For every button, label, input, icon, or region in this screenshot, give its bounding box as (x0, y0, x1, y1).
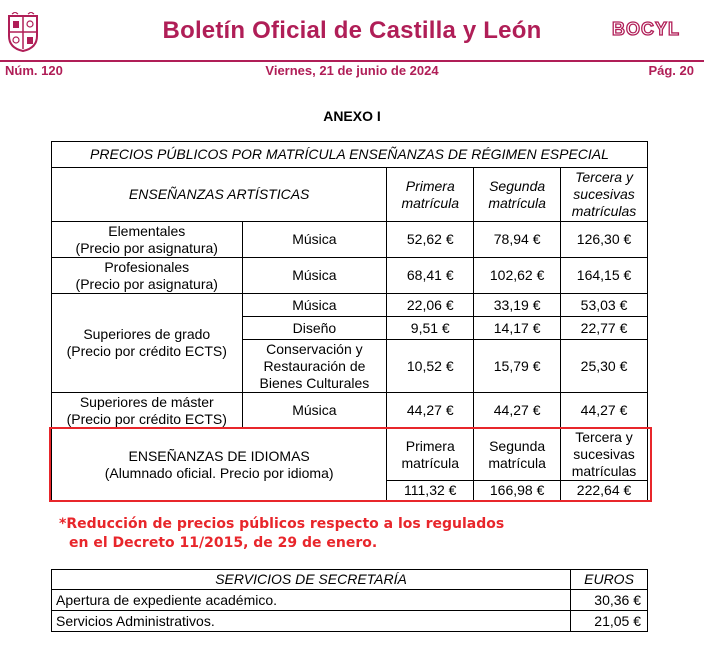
note-line-1: *Reducción de precios públicos respecto a los regulados (59, 516, 505, 532)
col-header-third: Tercera y sucesivas matrículas (561, 168, 648, 222)
services-table (51, 569, 648, 632)
specialty-cell: Música (242, 258, 387, 294)
group-name: Profesionales (104, 258, 190, 275)
bocyl-brand-logo: BOCYL (612, 19, 680, 39)
languages-col-header-first: Primera matrícula (387, 429, 474, 481)
price-cell: 222,64 € (561, 481, 648, 501)
price-cell: 10,52 € (387, 340, 474, 393)
reduction-note (59, 515, 504, 553)
issue-number: Núm. 120 (5, 63, 63, 78)
languages-title: ENSEÑANZAS DE IDIOMAS (128, 447, 310, 464)
price-cell: 164,15 € (561, 258, 648, 294)
price-cell: 9,51 € (387, 317, 474, 340)
price-cell: 166,98 € (474, 481, 561, 501)
price-cell: 68,41 € (387, 258, 474, 294)
price-cell: 111,32 € (387, 481, 474, 501)
price-cell: 78,94 € (474, 222, 561, 258)
group-cell (52, 222, 243, 258)
price-cell: 14,17 € (474, 317, 561, 340)
languages-subtitle: (Alumnado oficial. Precio por idioma) (104, 464, 334, 481)
price-cell: 33,19 € (474, 294, 561, 317)
table-row (52, 393, 648, 429)
note-line-2: en el Decreto 11/2015, de 29 de enero. (69, 535, 378, 551)
art-header: ENSEÑANZAS ARTÍSTICAS (52, 168, 387, 222)
group-name: Superiores de grado (83, 326, 211, 342)
issue-date: Viernes, 21 de junio de 2024 (265, 63, 439, 78)
group-unit: (Precio por asignatura) (75, 275, 218, 292)
col-header-first: Primera matrícula (387, 168, 474, 222)
group-unit: (Precio por crédito ECTS) (66, 343, 227, 359)
table-row (52, 294, 648, 317)
col-header-second: Segunda matrícula (474, 168, 561, 222)
service-price: 21,05 € (571, 611, 648, 632)
group-name: Elementales (108, 222, 186, 239)
group-cell (52, 258, 243, 294)
table-row (52, 590, 648, 611)
table-row (52, 611, 648, 632)
languages-col-header-third: Tercera y sucesivas matrículas (561, 429, 648, 481)
service-label: Apertura de expediente académico. (52, 590, 571, 611)
languages-col-header-second: Segunda matrícula (474, 429, 561, 481)
price-cell: 53,03 € (561, 294, 648, 317)
group-cell (52, 393, 243, 429)
price-cell: 25,30 € (561, 340, 648, 393)
price-cell: 44,27 € (561, 393, 648, 429)
specialty-cell: Música (242, 222, 387, 258)
service-label: Servicios Administrativos. (52, 611, 571, 632)
page-number: Pág. 20 (648, 63, 694, 78)
specialty-cell: Música (242, 393, 387, 429)
price-cell: 52,62 € (387, 222, 474, 258)
services-header: SERVICIOS DE SECRETARÍA (52, 570, 571, 590)
price-cell: 102,62 € (474, 258, 561, 294)
price-cell: 15,79 € (474, 340, 561, 393)
group-unit: (Precio por asignatura) (75, 239, 218, 256)
euros-header: EUROS (571, 570, 648, 590)
specialty-cell: Diseño (242, 317, 387, 340)
annex-title: ANEXO I (323, 108, 381, 124)
price-cell: 22,06 € (387, 294, 474, 317)
price-cell: 22,77 € (561, 317, 648, 340)
service-price: 30,36 € (571, 590, 648, 611)
group-cell (52, 294, 243, 393)
specialty-cell: Conservación y Restauración de Bienes Culturales (242, 340, 387, 393)
price-cell: 126,30 € (561, 222, 648, 258)
journal-title: Boletín Oficial de Castilla y León (162, 17, 542, 44)
group-unit: (Precio por crédito ECTS) (66, 410, 227, 427)
price-cell: 44,27 € (474, 393, 561, 429)
specialty-cell: Música (242, 294, 387, 317)
languages-highlight-box (49, 427, 652, 502)
price-cell: 44,27 € (387, 393, 474, 429)
table-row (52, 258, 648, 294)
group-name: Superiores de máster (79, 393, 214, 410)
table-row (52, 222, 648, 258)
table-title: PRECIOS PÚBLICOS POR MATRÍCULA ENSEÑANZAS DE RÉGIMEN ESPECIAL (52, 142, 648, 168)
header-rule (0, 60, 704, 62)
